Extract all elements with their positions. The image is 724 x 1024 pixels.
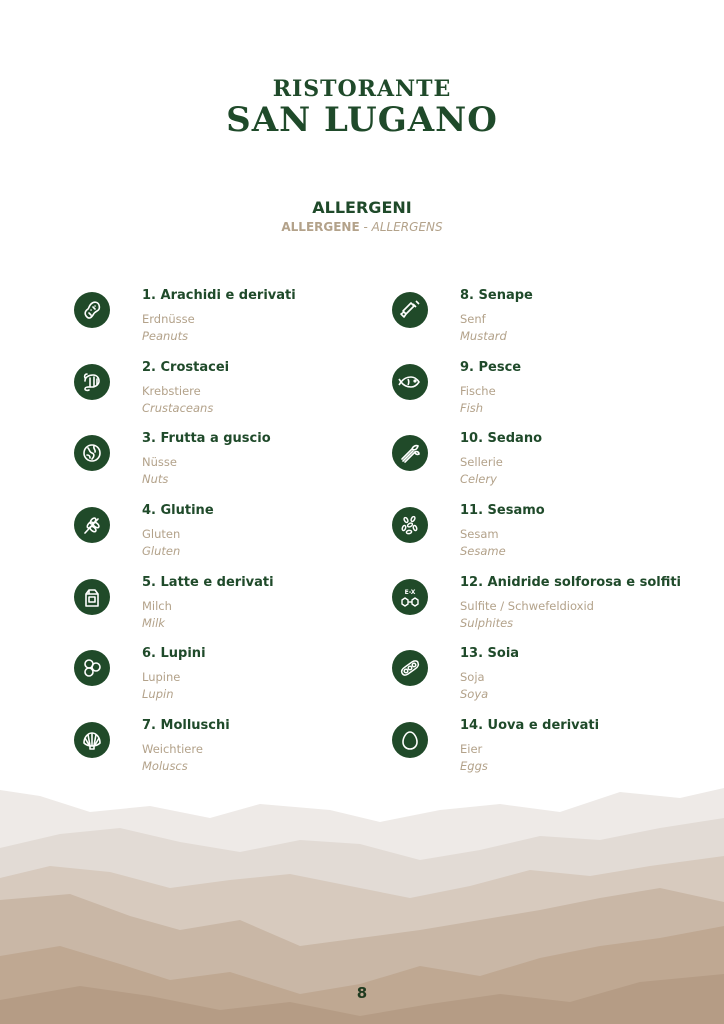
allergen-name-en: Moluscs	[142, 759, 188, 773]
allergen-name-de: Soja	[460, 670, 485, 684]
allergen-item-soya	[392, 646, 712, 720]
restaurant-name-line1: RISTORANTE	[272, 76, 452, 102]
section-subtitle-en: ALLERGENS	[371, 220, 443, 234]
wheat-icon	[74, 507, 110, 543]
allergen-title: 6. Lupini	[142, 646, 206, 661]
allergen-title: 10. Sedano	[460, 431, 542, 446]
allergen-title: 8. Senape	[460, 288, 533, 303]
allergen-title: 12. Anidride solforosa e solfiti	[460, 575, 682, 590]
allergen-title: 1. Arachidi e derivati	[142, 288, 296, 303]
shell-icon	[74, 722, 110, 758]
shrimp-icon	[74, 364, 110, 400]
allergen-name-en: Nuts	[142, 472, 169, 486]
allergen-name-en: Mustard	[460, 329, 507, 343]
allergen-name-en: Celery	[460, 472, 497, 486]
allergen-name-en: Sesame	[460, 544, 506, 558]
fish-icon	[392, 364, 428, 400]
allergen-name-en: Soya	[460, 687, 489, 701]
allergen-name-en: Gluten	[142, 544, 181, 558]
walnut-icon	[74, 435, 110, 471]
allergen-name-de: Nüsse	[142, 455, 177, 469]
allergen-title: 7. Molluschi	[142, 718, 230, 733]
allergen-name-de: Erdnüsse	[142, 312, 195, 326]
egg-icon	[392, 722, 428, 758]
allergen-item-sulphites	[392, 575, 712, 649]
allergen-item-gluten	[74, 503, 374, 577]
allergen-name-en: Sulphites	[460, 616, 514, 630]
allergen-title: 2. Crostacei	[142, 360, 230, 375]
allergen-name-de: Fische	[460, 384, 496, 398]
restaurant-name-line2: SAN LUGANO	[226, 100, 498, 140]
allergen-item-peanuts	[74, 288, 374, 362]
allergen-name-de: Krebstiere	[142, 384, 201, 398]
section-subtitle	[0, 220, 724, 234]
allergen-name-de: Eier	[460, 742, 483, 756]
section-title: ALLERGENI	[312, 198, 412, 217]
allergen-item-nuts	[74, 431, 374, 505]
allergen-title: 13. Soia	[460, 646, 520, 661]
allergen-item-fish	[392, 360, 712, 434]
sesame-seeds-icon	[392, 507, 428, 543]
allergen-item-mustard	[392, 288, 712, 362]
peanut-icon	[74, 292, 110, 328]
allergen-item-milk	[74, 575, 374, 649]
allergen-name-de: Gluten	[142, 527, 181, 541]
soy-pod-icon	[392, 650, 428, 686]
allergen-name-en: Eggs	[460, 759, 488, 773]
allergen-name-de: Weichtiere	[142, 742, 203, 756]
allergen-name-en: Peanuts	[142, 329, 189, 343]
allergen-name-de: Milch	[142, 599, 172, 613]
mustard-bottle-icon	[392, 292, 428, 328]
section-subtitle-separator: -	[359, 220, 372, 234]
allergen-item-celery	[392, 431, 712, 505]
allergen-title: 3. Frutta a guscio	[142, 431, 271, 446]
allergen-name-en: Fish	[460, 401, 484, 415]
celery-icon	[392, 435, 428, 471]
allergen-title: 11. Sesamo	[460, 503, 545, 518]
allergen-title: 9. Pesce	[460, 360, 522, 375]
allergen-item-crustaceans	[74, 360, 374, 434]
allergen-item-lupin	[74, 646, 374, 720]
lupin-beans-icon	[74, 650, 110, 686]
allergen-item-sesame	[392, 503, 712, 577]
allergen-name-de: Lupine	[142, 670, 181, 684]
allergen-name-de: Sellerie	[460, 455, 503, 469]
sulphite-icon-label: E-X	[404, 589, 416, 596]
section-subtitle-de: ALLERGENE	[281, 220, 360, 234]
allergen-name-en: Milk	[142, 616, 165, 630]
allergen-title: 4. Glutine	[142, 503, 214, 518]
allergen-name-de: Sesam	[460, 527, 499, 541]
milk-carton-icon	[74, 579, 110, 615]
allergen-title: 5. Latte e derivati	[142, 575, 274, 590]
allergen-name-en: Lupin	[142, 687, 174, 701]
sulphite-molecule-icon	[392, 579, 428, 615]
page-number: 8	[356, 984, 368, 1002]
allergen-title: 14. Uova e derivati	[460, 718, 600, 733]
allergen-name-en: Crustaceans	[142, 401, 214, 415]
allergen-name-de: Sulfite / Schwefeldioxid	[460, 599, 594, 613]
allergen-name-de: Senf	[460, 312, 486, 326]
